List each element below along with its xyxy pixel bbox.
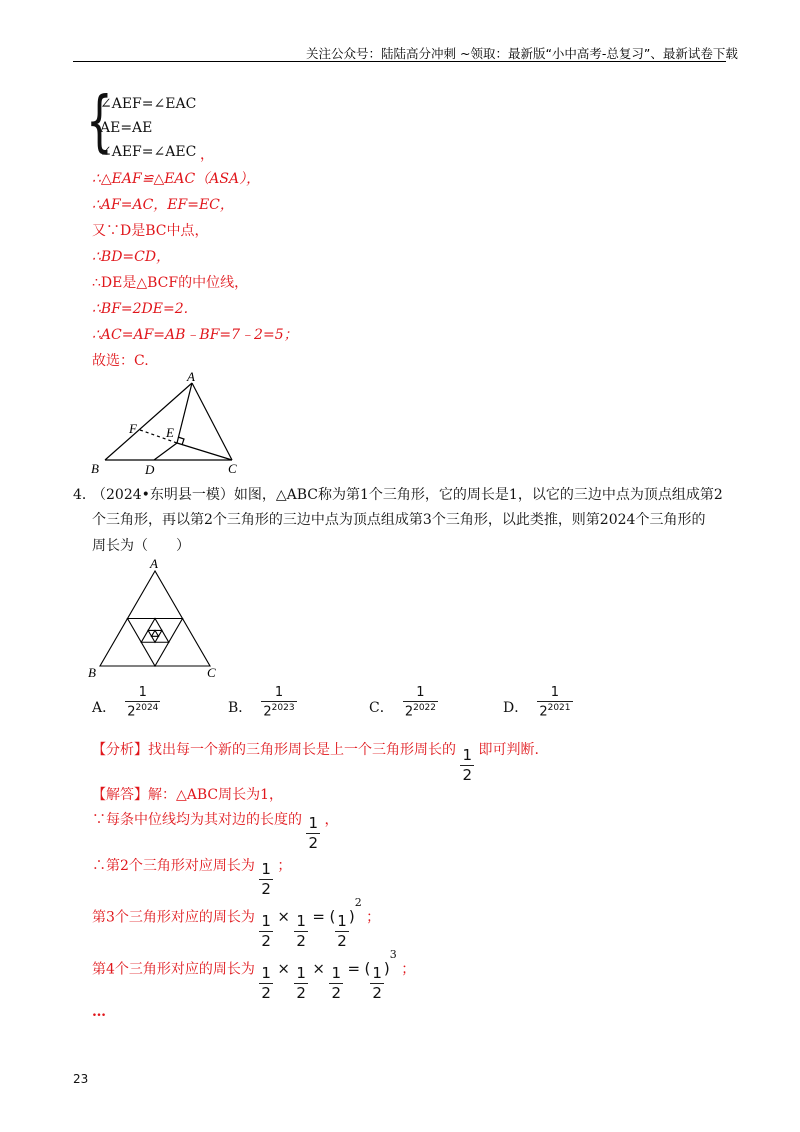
option-c-numerator: 1 [416,685,425,700]
solution-line-2: ∴AF=AC，EF=EC， [92,197,234,213]
brace-icon: { [86,81,113,160]
option-b-letter: B． [228,700,253,717]
option-d-numerator: 1 [550,685,560,700]
label-f: F [129,421,137,436]
segment-ed [154,443,177,460]
q4-line-3: 周长为（ ） [92,538,190,554]
system-line-1: ∠AEF=∠EAC [100,96,197,112]
header-rule [73,61,726,62]
answer-line-4-prefix: 第3个三角形对应的周长为 [92,909,255,926]
answer-line-3: ∴第2个三角形对应周长为 $\frac{1}{2}$ ； [92,858,292,898]
answer-line-3-fraction: $\frac{1}{2}$ [261,860,271,898]
option-d-denominator: $2^{2021}$ [539,703,571,720]
triangle-figure-q3 [85,370,255,478]
label-a: A [187,370,195,384]
option-a[interactable] [92,686,160,718]
answer-line-3-prefix: ∴第2个三角形对应周长为 [92,858,255,874]
q4-line-2: 个三角形，再以第2个三角形的三边中点为顶点组成第3个三角形，以此类推，则第2024个三角形的 [92,512,706,528]
analysis-line [92,740,539,783]
nested-triangles-figure-q4 [85,556,225,681]
segment-ae [177,383,192,443]
system-line-3: ∠AEF=∠AEC [100,144,197,160]
answer-line-2: ∵每条中位线均为其对边的长度的 $\frac{1}{2}$ ， [92,812,339,852]
option-b[interactable] [228,686,297,718]
solution-line-1: ∴△EAF≌△EAC（ASA）， [92,171,261,187]
option-c-denominator: $2^{2022}$ [404,703,436,720]
label-a: A [150,556,158,571]
label-b: B [91,461,99,476]
solution-line-3: 又∵D是BC中点， [92,223,209,239]
option-b-numerator: 1 [274,685,284,700]
label-e: E [166,425,174,440]
answer-line-5-prefix: 第4个三角形对应的周长为 [92,961,255,978]
system-tail: ， [200,147,214,163]
label-c: C [228,461,237,476]
answer-ellipsis: … [92,1004,106,1020]
answer-line-2-prefix: ∵每条中位线均为其对边的长度的 [92,812,302,828]
answer-line-2-fraction: $\frac{1}{2}$ [308,814,318,852]
option-a-numerator: 1 [138,685,147,700]
q4-line-1: （2024•东明县一模）如图，△ABC称为第1个三角形，它的周长是1，以它的三边中点为顶点组成第2 [92,487,723,503]
edge-ab [105,383,192,460]
page-header: 关注公众号：陆陆高分冲刺 ~领取：最新版“小中高考-总复习”、最新试卷下载 [306,46,738,61]
page-number: 23 [73,1072,89,1086]
solution-line-8: 故选：C. [92,353,149,369]
option-d-fraction [537,686,572,718]
option-c[interactable] [369,686,438,718]
solution-line-6: ∴BF=2DE=2. [92,301,189,317]
label-c: C [207,665,216,680]
option-b-fraction [261,686,296,718]
label-d: D [145,462,155,477]
option-b-denominator: $2^{2023}$ [263,703,295,720]
system-line-2: AE=AE [100,120,153,136]
q4-number: 4． [73,487,96,503]
analysis-prefix: 【分析】找出每一个新的三角形周长是上一个三角形周长的 [92,742,456,758]
option-a-denominator: $2^{2024}$ [127,703,159,720]
edge-ac [192,383,232,460]
option-d-letter: D． [503,700,529,717]
option-a-fraction [125,686,160,718]
answer-line-5: 第4个三角形对应的周长为 $\frac{1}{2}$ × $\frac{1}{2}$ × $\frac{1}{2}$ = ( $\frac{1}{2}$ )$^3$ ； [92,948,416,1002]
triangle-5 [152,630,159,636]
solution-line-5: ∴DE是△BCF的中位线， [92,275,249,291]
analysis-fraction-den: 2 [462,766,472,784]
segment-ec [177,443,232,460]
answer-line-4: 第3个三角形对应的周长为 $\frac{1}{2}$ × $\frac{1}{2}$ = ( $\frac{1}{2}$ )$^2$ ； [92,896,381,950]
option-d[interactable] [503,686,573,718]
solution-line-4: ∴BD=CD， [92,249,171,265]
label-b: B [88,665,96,680]
option-c-fraction [403,686,438,718]
solution-line-7: ∴AC=AF=AB﹣BF=7﹣2=5； [92,327,298,343]
analysis-fraction [460,748,474,783]
option-a-letter: A． [92,700,117,717]
option-c-letter: C． [369,700,394,717]
analysis-suffix: 即可判断. [478,742,539,758]
analysis-fraction-num: 1 [462,746,472,764]
answer-line-1: 【解答】解：△ABC周长为1， [92,787,284,803]
